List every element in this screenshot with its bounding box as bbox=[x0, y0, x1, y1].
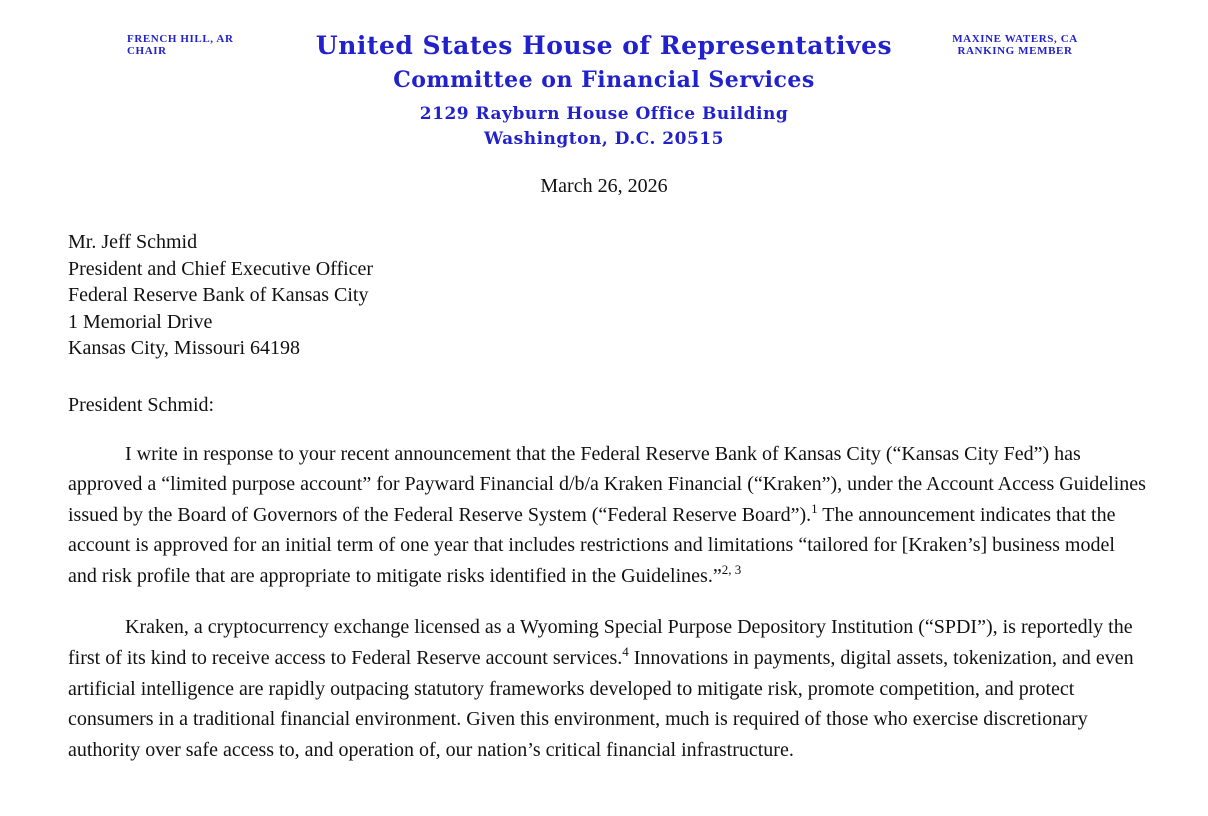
org-name-line1: United States House of Representatives bbox=[315, 31, 893, 60]
footnote-marker: 2, 3 bbox=[721, 561, 742, 577]
salutation: President Schmid: bbox=[68, 393, 215, 416]
recipient-address-line: Federal Reserve Bank of Kansas City bbox=[68, 284, 369, 306]
letterhead bbox=[0, 0, 1208, 149]
chair-title: CHAIR bbox=[127, 45, 167, 57]
ranking-member-title: RANKING MEMBER bbox=[957, 45, 1073, 57]
recipient-address bbox=[68, 229, 1146, 362]
org-address-building: 2129 Rayburn House Office Building bbox=[419, 104, 789, 124]
org-address-city: Washington, D.C. 20515 bbox=[484, 129, 724, 149]
recipient-address-line: Kansas City, Missouri 64198 bbox=[68, 337, 301, 359]
recipient-address-line: President and Chief Executive Officer bbox=[68, 257, 374, 280]
letter-paragraphs bbox=[68, 439, 1146, 766]
footnote-marker: 1 bbox=[811, 500, 818, 516]
letter-paragraph: I write in response to your recent announcement that the Federal Reserve Bank of Kansas City (“Kansas City Fed”) has approved a “limited purpose account” for Payward Financial d/b/a Kraken Financial (“Kraken”), under the Account Access Guidelines issued by the Board of Governors of the Federal Reserve System (“Federal Reserve Board”).$^1$ The announcement indicates that the account is approved for an initial term of one year that includes restrictions and limitations “tailored for [Kraken’s] business model and risk profile that are appropriate to mitigate risks identified in the Guidelines.”$^{2, 3}$ bbox=[68, 442, 1146, 587]
ranking-member-block bbox=[940, 33, 1090, 57]
chair-name: FRENCH HILL, AR bbox=[127, 33, 234, 45]
letter-paragraph: Kraken, a cryptocurrency exchange licensed as a Wyoming Special Purpose Depository Institution (“SPDI”), is reportedly the first of its kind to receive access to Federal Reserve account services.$^4$ Innovations in payments, digital assets, tokenization, and even artificial intelligence are rapidly outpacing statutory frameworks developed to mitigate risk, promote competition, and protect consumers in a traditional financial environment. Given this environment, much is required of those who exercise discretionary authority over safe access to, and operation of, our nation’s critical financial infrastructure. bbox=[68, 616, 1134, 761]
recipient-address-line: Mr. Jeff Schmid bbox=[68, 231, 198, 253]
org-name-line2: Committee on Financial Services bbox=[393, 67, 815, 93]
letter-date: March 26, 2026 bbox=[540, 175, 668, 197]
recipient-address-line: 1 Memorial Drive bbox=[68, 310, 213, 333]
chair-block bbox=[127, 33, 234, 57]
footnote-marker: 4 bbox=[622, 644, 629, 660]
letter-body bbox=[0, 229, 1208, 765]
ranking-member-name: MAXINE WATERS, CA bbox=[952, 33, 1078, 45]
